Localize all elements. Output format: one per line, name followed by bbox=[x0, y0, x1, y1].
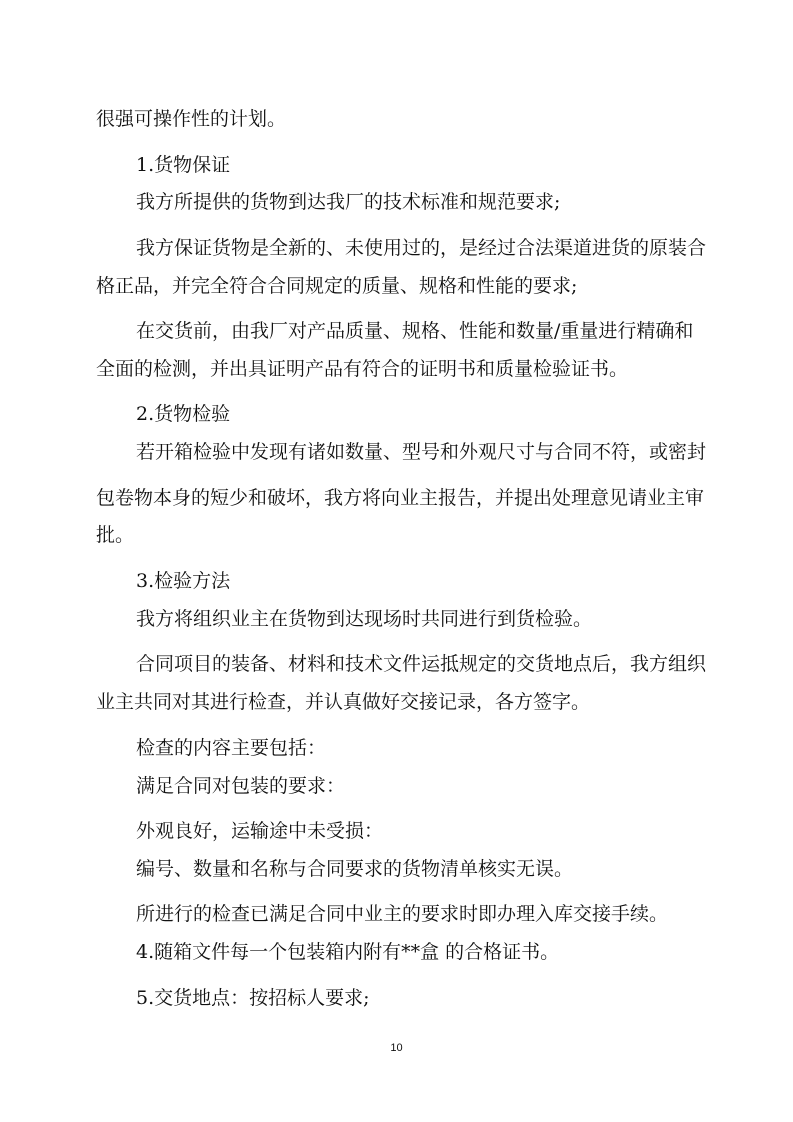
text-line: 我方保证货物是全新的、未使用过的，是经过合法渠道进货的原装合 bbox=[136, 237, 707, 259]
text-line: 满足合同对包装的要求： bbox=[136, 775, 346, 797]
text-line: 全面的检测，并出具证明产品有符合的证明书和质量检验证书。 bbox=[96, 358, 629, 380]
text-line: 业主共同对其进行检查，并认真做好交接记录，各方签字。 bbox=[96, 691, 591, 713]
text-line: 在交货前，由我厂对产品质量、规格、性能和数量/重量进行精确和 bbox=[136, 320, 694, 342]
text-line: 批。 bbox=[96, 524, 135, 546]
text-line: 编号、数量和名称与合同要求的货物清单核实无误。 bbox=[136, 858, 574, 880]
text-line: 我方所提供的货物到达我厂的技术标准和规范要求; bbox=[136, 191, 561, 213]
section-heading-delivery-location: 5.交货地点：按招标人要求; bbox=[136, 987, 370, 1009]
text-line: 检查的内容主要包括： bbox=[136, 737, 327, 759]
section-heading-goods-inspection: 2.货物检验 bbox=[136, 403, 231, 425]
text-line: 所进行的检查已满足合同中业主的要求时即办理入库交接手续。 bbox=[136, 903, 669, 925]
page-number: 10 bbox=[390, 1042, 403, 1054]
text-line: 格正品，并完全符合合同规定的质量、规格和性能的要求; bbox=[96, 275, 578, 297]
text-line: 我方将组织业主在货物到达现场时共同进行到货检验。 bbox=[136, 608, 593, 630]
text-line: 合同项目的装备、材料和技术文件运抵规定的交货地点后，我方组织 bbox=[136, 653, 707, 675]
section-heading-inspection-method: 3.检验方法 bbox=[136, 570, 231, 592]
section-heading-goods-guarantee: 1.货物保证 bbox=[136, 154, 231, 176]
text-line-continuation: 很强可操作性的计划。 bbox=[96, 108, 287, 130]
text-line: 包卷物本身的短少和破坏，我方将向业主报告，并提出处理意见请业主审 bbox=[96, 487, 705, 509]
text-line: 若开箱检验中发现有诸如数量、型号和外观尺寸与合同不符，或密封 bbox=[136, 441, 707, 463]
section-heading-accompanying-documents: 4.随箱文件每一个包装箱内附有**盒 的合格证书。 bbox=[136, 941, 560, 963]
text-line: 外观良好，运输途中未受损： bbox=[136, 820, 384, 842]
